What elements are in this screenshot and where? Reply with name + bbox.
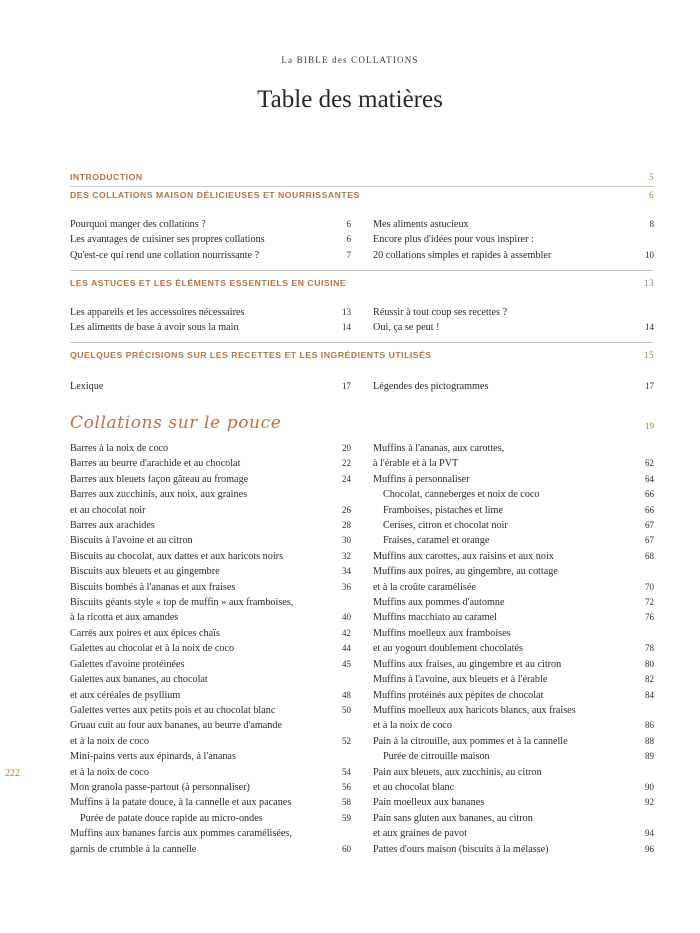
toc-entry-label: Réussir à tout coup ses recettes ? [373,307,508,318]
collations-left-column [70,217,351,263]
section-page: 19 [645,421,654,431]
toc-entry-page: 14 [342,322,351,333]
precisions-right-column [373,379,654,394]
toc-entry[interactable] [373,379,654,394]
toc-entry[interactable] [373,441,654,456]
toc-entry-page: 56 [342,781,351,792]
toc-entry[interactable] [70,487,351,502]
toc-entry-page: 22 [342,458,351,469]
toc-entry[interactable] [373,472,654,487]
toc-entry[interactable] [70,718,351,733]
running-head: La BIBLE des COLLATIONS [281,55,419,65]
toc-entry[interactable] [70,379,351,394]
toc-entry-page: 59 [342,812,351,823]
toc-entry-page: 89 [645,751,654,762]
toc-entry[interactable] [70,657,351,672]
toc-entry[interactable] [70,610,351,625]
toc-entry[interactable] [70,842,351,857]
toc-entry-page: 8 [649,219,654,229]
toc-entry[interactable] [373,305,654,320]
toc-entry[interactable] [373,672,654,687]
toc-entry[interactable] [373,564,654,579]
section-title: QUELQUES PRÉCISIONS SUR LES RECETTES ET LES INGRÉDIENTS UTILISÉS [70,350,432,360]
section-title: DES COLLATIONS MAISON DÉLICIEUSES ET NOURRISSANTES [70,190,360,200]
toc-entry[interactable] [373,503,654,518]
toc-entry[interactable] [373,718,654,733]
section-introduction[interactable] [70,172,654,186]
toc-entry[interactable] [70,580,351,595]
toc-entry-page: 6 [346,219,351,229]
toc-entry-label: Muffins à personnaliser [373,473,470,485]
toc-entry-page: 45 [342,658,351,669]
toc-entry-page: 32 [342,550,351,561]
toc-entry[interactable] [70,503,351,518]
toc-entry[interactable] [373,248,654,263]
pouce-right-column [373,441,654,857]
toc-entry-label: Les aliments de base à avoir sous la main [70,322,239,334]
toc-entry-page: 48 [342,689,351,700]
astuces-left-column [70,305,351,336]
toc-entry-label: et au chocolat noir [70,504,146,516]
toc-entry-page: 80 [645,658,654,669]
toc-entry-page: 82 [645,674,654,685]
toc-entry-page: 96 [645,843,654,854]
toc-entry-label: et au yogourt doublement chocolatés [373,643,523,655]
toc-entry[interactable] [373,795,654,810]
toc-entry-page: 28 [342,520,351,531]
page-title: Table des matières [257,86,443,113]
toc-entry-label: Framboises, pistaches et lime [383,504,503,516]
toc-entry-label: Pattes d'ours maison (biscuits à la mélasse) [373,843,549,855]
toc-entry-page: 52 [342,735,351,746]
toc-entry[interactable] [373,320,654,335]
toc-entry-page: 68 [645,550,654,561]
precisions-left-column [70,379,351,394]
toc-entry[interactable] [70,795,351,810]
toc-entry-page: 17 [342,381,351,391]
toc-entry-page: 13 [342,307,351,317]
toc-entry-label: Biscuits aux bleuets et au gingembre [70,566,220,578]
toc-entry[interactable] [373,518,654,533]
section-title: LES ASTUCES ET LES ÉLÉMENTS ESSENTIELS EN CUISINE [70,278,347,288]
toc-entry[interactable] [373,780,654,795]
toc-entry-page: 66 [645,489,654,500]
toc-entry-label: Carrés aux poires et aux épices chaïs [70,627,220,639]
toc-entry[interactable] [373,688,654,703]
collations-right-column [373,217,654,263]
toc-entry-page: 6 [346,234,351,245]
toc-entry-label: Cerises, citron et chocolat noir [383,520,508,532]
toc-entry[interactable] [70,232,351,247]
toc-entry[interactable] [373,811,654,826]
toc-entry[interactable] [70,780,351,795]
toc-entry-label: Barres aux zucchinis, aux noix, aux graines [70,489,248,501]
toc-entry-page: 34 [342,566,351,577]
toc-entry-label: Barres au beurre d'arachide et au chocolat [70,458,241,470]
toc-entry-label: Muffins à l'avoine, aux bleuets et à l'érable [373,674,548,686]
toc-entry-page: 72 [645,597,654,608]
toc-entry-label: Galettes vertes aux petits pois et au chocolat blanc [70,704,276,716]
toc-entry-label: Barres aux arachides [70,520,155,532]
toc-entry-label: Pain à la citrouille, aux pommes et à la cannelle [373,735,568,747]
toc-entry-label: Muffins aux poires, au gingembre, au cottage [373,566,558,578]
toc-entry-page: 58 [342,797,351,808]
toc-entry-label: et à la noix de coco [70,766,149,778]
toc-entry[interactable] [373,549,654,564]
toc-entry[interactable] [373,610,654,625]
toc-entry[interactable] [373,657,654,672]
toc-entry[interactable] [373,217,654,232]
toc-entry-page: 17 [645,381,654,391]
divider [70,342,654,343]
toc-entry-page: 90 [645,781,654,792]
toc-entry-label: Oui, ça se peut ! [373,322,440,334]
toc-entry-label: Gruau cuit au four aux bananes, au beurre d'amande [70,720,283,732]
toc-entry[interactable] [70,456,351,471]
toc-entry-label: et au chocolat blanc [373,781,455,793]
toc-entry-label: à la ricotta et aux amandes [70,612,179,624]
toc-entry-label: Mini-pains verts aux épinards, à l'ananas [70,751,236,763]
toc-entry-label: Muffins moelleux aux framboises [373,627,511,639]
toc-entry-label: Biscuits au chocolat, aux dattes et aux haricots noirs [70,550,284,562]
toc-entry-label: Galettes d'avoine protéinées [70,658,185,670]
toc-entry-page: 42 [342,627,351,638]
toc-entry[interactable] [70,626,351,641]
toc-entry-label: Purée de citrouille maison [383,751,490,763]
toc-entry-label: Mes aliments astucieux [373,219,469,230]
toc-entry-label: Les appareils et les accessoires nécessaires [70,307,245,318]
toc-entry[interactable] [373,626,654,641]
section-collations-maison[interactable] [70,190,654,204]
section-page: 5 [649,172,654,182]
pouce-left-column [70,441,351,857]
toc-entry[interactable] [373,842,654,857]
toc-entry[interactable] [373,641,654,656]
toc-entry-label: Barres à la noix de coco [70,443,169,454]
toc-entry-label: Lexique [70,381,104,392]
toc-entry-page: 40 [342,612,351,623]
toc-entry-page: 84 [645,689,654,700]
toc-entry-page: 94 [645,828,654,839]
toc-entry-label: Les avantages de cuisiner ses propres collations [70,234,265,246]
toc-entry-label: 20 collations simples et rapides à assembler [373,249,552,261]
toc-entry-label: Galettes au chocolat et à la noix de coco [70,643,235,655]
toc-entry-label: et à la noix de coco [373,720,452,732]
section-collations-sur-le-pouce[interactable] [70,413,654,437]
toc-entry-label: Biscuits bombés à l'ananas et aux fraises [70,581,236,593]
toc-entry[interactable] [70,641,351,656]
toc-entry[interactable] [373,765,654,780]
toc-entry-label: Biscuits à l'avoine et au citron [70,535,193,547]
toc-entry[interactable] [70,217,351,232]
astuces-right-column [373,305,654,336]
toc-entry[interactable] [373,734,654,749]
toc-entry-page: 92 [645,797,654,808]
toc-entry[interactable] [70,703,351,718]
toc-entry[interactable] [70,549,351,564]
toc-entry-page: 36 [342,581,351,592]
section-page: 6 [649,190,654,200]
toc-entry-label: Qu'est-ce qui rend une collation nourrissante ? [70,249,260,261]
toc-entry-page: 10 [645,249,654,260]
toc-entry[interactable] [373,456,654,471]
toc-entry-label: Muffins moelleux aux haricots blancs, aux fraises [373,704,576,716]
toc-entry-page: 44 [342,643,351,654]
toc-entry[interactable] [70,564,351,579]
toc-entry-label: garnis de crumble à la cannelle [70,843,197,855]
toc-entry[interactable] [70,248,351,263]
toc-entry-label: Muffins aux pommes d'automne [373,597,505,609]
section-page: 15 [644,350,654,360]
toc-entry-label: Chocolat, canneberges et noix de coco [383,489,540,501]
toc-entry[interactable] [373,232,654,247]
toc-entry[interactable] [70,472,351,487]
toc-entry[interactable] [70,595,351,610]
section-precisions[interactable] [70,350,654,364]
toc-entry[interactable] [373,580,654,595]
divider [70,270,654,271]
toc-entry-label: à l'érable et à la PVT [373,458,459,470]
toc-entry-label: Pain moelleux aux bananes [373,797,485,809]
toc-entry-page: 70 [645,581,654,592]
toc-entry-label: Fraises, caramel et orange [383,535,490,547]
toc-entry[interactable] [70,518,351,533]
toc-entry-label: Muffins à la patate douce, à la cannelle et aux pacanes [70,797,292,809]
toc-entry-page: 66 [645,504,654,515]
toc-entry-page: 86 [645,720,654,731]
toc-entry-label: Légendes des pictogrammes [373,381,489,392]
toc-entry-page: 76 [645,612,654,623]
toc-entry-label: Biscuits géants style « top de muffin » aux framboises, [70,597,294,609]
toc-entry-page: 50 [342,704,351,715]
toc-entry-label: Muffins aux carottes, aux raisins et aux noix [373,550,554,562]
toc-entry[interactable] [70,320,351,335]
toc-entry-label: et aux graines de pavot [373,828,467,840]
toc-entry[interactable] [373,826,654,841]
toc-entry[interactable] [70,826,351,841]
toc-entry[interactable] [70,765,351,780]
toc-entry[interactable] [70,688,351,703]
toc-entry-label: Muffins protéinés aux pépites de chocolat [373,689,544,701]
toc-entry[interactable] [373,749,654,764]
toc-entry[interactable] [373,533,654,548]
toc-entry[interactable] [70,533,351,548]
toc-entry[interactable] [70,734,351,749]
toc-entry-label: Pourquoi manger des collations ? [70,219,206,230]
toc-entry-label: et à la noix de coco [70,735,149,747]
toc-entry-label: Encore plus d'idées pour vous inspirer : [373,234,534,246]
toc-entry-label: Barres aux bleuets façon gâteau au fromage [70,473,249,485]
toc-entry[interactable] [373,703,654,718]
toc-entry-label: Galettes aux bananes, au chocolat [70,674,208,686]
toc-entry-label: Pain sans gluten aux bananes, au citron [373,812,533,824]
toc-entry-page: 7 [346,249,351,260]
toc-entry-page: 88 [645,735,654,746]
toc-entry-page: 30 [342,535,351,546]
toc-entry[interactable] [70,672,351,687]
toc-entry-page: 54 [342,766,351,777]
toc-entry-page: 60 [342,843,351,854]
toc-entry-label: et aux céréales de psyllium [70,689,181,701]
toc-entry-page: 67 [645,535,654,546]
section-title: INTRODUCTION [70,172,143,182]
toc-entry-page: 20 [342,443,351,453]
toc-entry-label: Muffins à l'ananas, aux carottes, [373,443,505,454]
toc-entry-page: 78 [645,643,654,654]
toc-entry-page: 24 [342,473,351,484]
toc-entry-label: Muffins aux bananes farcis aux pommes caramélisées, [70,828,292,840]
toc-entry-page: 67 [645,520,654,531]
toc-entry-label: Muffins macchiato au caramel [373,612,497,624]
toc-entry[interactable] [70,305,351,320]
toc-entry-page: 62 [645,458,654,469]
toc-entry-label: Mon granola passe-partout (à personnaliser) [70,781,250,793]
toc-entry[interactable] [70,811,351,826]
section-title: Collations sur le pouce [70,413,282,433]
toc-entry-page: 26 [342,504,351,515]
toc-entry-page: 14 [645,322,654,333]
toc-entry[interactable] [373,487,654,502]
toc-entry[interactable] [70,749,351,764]
toc-entry-label: et à la croûte caramélisée [373,581,476,593]
section-page: 13 [644,278,654,288]
toc-entry-label: Pain aux bleuets, aux zucchinis, au citron [373,766,542,778]
toc-entry-label: Purée de patate douce rapide au micro-ondes [80,812,263,824]
toc-entry-page: 64 [645,473,654,484]
toc-entry[interactable] [70,441,351,456]
toc-entry[interactable] [373,595,654,610]
divider [70,186,654,187]
section-astuces[interactable] [70,278,654,292]
toc-entry-label: Muffins aux fraises, au gingembre et au citron [373,658,562,670]
page-number: 222 [5,768,20,779]
